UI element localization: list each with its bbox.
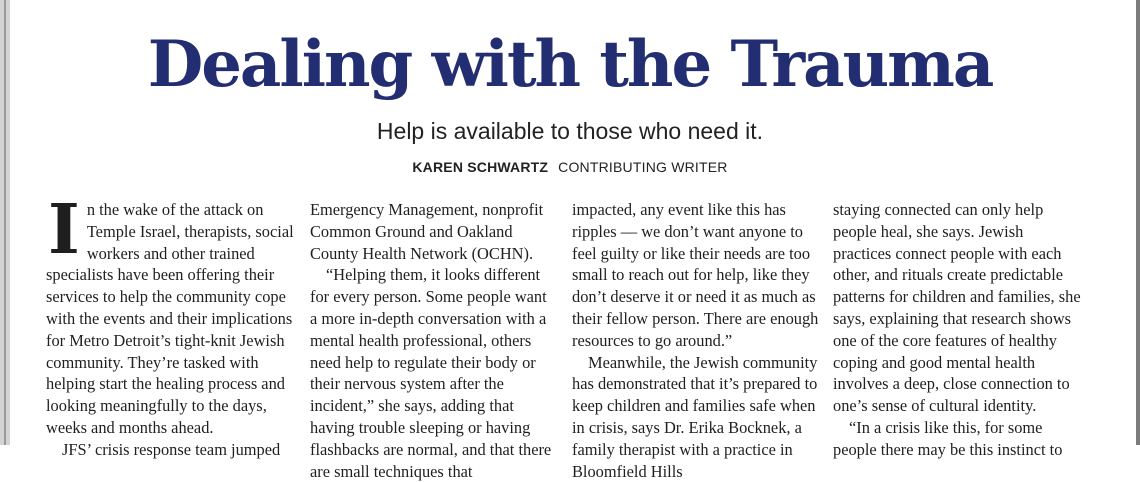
byline-role: CONTRIBUTING WRITER [558, 159, 728, 175]
paragraph: Emergency Management, nonprofit Common Ground and Oakland County Health Network (OCHN). [310, 200, 544, 263]
article-column-4 [833, 199, 1081, 461]
article-column-1 [46, 190, 294, 461]
drop-cap: I [48, 190, 80, 270]
paragraph: “In a crisis like this, for some people there may be this instinct to [833, 417, 1063, 459]
article-column-3 [572, 199, 820, 482]
headline: Dealing with the Trauma [147, 27, 993, 102]
byline [0, 159, 1140, 175]
paragraph: impacted, any event like this has ripples — we don’t want anyone to feel guilty or like their needs are too small to reach out for help, like they don’t deserve it or need it as much as their fellow person. There are enough resources to go around.” [572, 200, 819, 350]
subheadline: Help is available to those who need it. [376, 118, 764, 144]
article-column-2 [310, 199, 558, 482]
paragraph: “Helping them, it looks different for every person. Some people want a more in-depth conversation with a mental health professional, others need help to regulate their body or their nervous system after the incident,” she says, adding that having trouble sleeping or having flashbacks are normal, and that there are small techniques that [310, 265, 552, 481]
paragraph: n the wake of the attack on Temple Israel, therapists, social workers and other trained specialists have been offering their services to help the community cope with the events and their implications for Metro Detroit’s tight-knit Jewish community. They’re tasked with helping start the healing process and looking meaningfully to the days, weeks and months ahead. [46, 200, 294, 437]
byline-author: KAREN SCHWARTZ [412, 159, 549, 175]
paragraph: staying connected can only help people heal, she says. Jewish practices connect people with each other, and rituals create predictable patterns for children and families, she says, explaining that research shows one of the core features of healthy coping and good mental health involves a deep, close connection to one’s sense of cultural identity. [833, 200, 1081, 416]
paragraph: Meanwhile, the Jewish community has demonstrated that it’s prepared to keep children and families safe when in crisis, says Dr. Erika Bocknek, a family therapist with a practice in Bloomfield Hills [572, 352, 818, 481]
paragraph: JFS’ crisis response team jumped [62, 439, 281, 459]
